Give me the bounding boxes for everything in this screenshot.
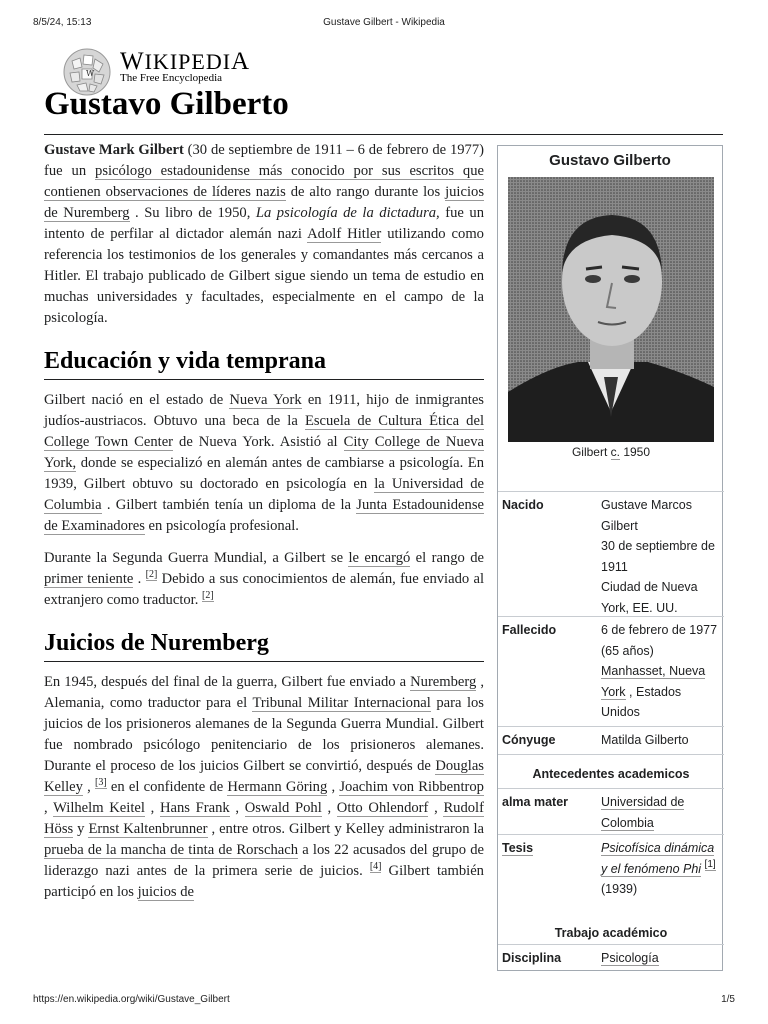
text-run: y bbox=[73, 821, 89, 837]
caption-text: 1950 bbox=[620, 445, 651, 459]
print-title: Gustave Gilbert - Wikipedia bbox=[323, 17, 445, 28]
text-run: de alto rango durante los bbox=[285, 184, 446, 200]
text-run: , bbox=[327, 779, 340, 795]
link-adolf-hitler[interactable]: Adolf Hitler bbox=[307, 226, 382, 242]
text-run: , entre otros. Gilbert y Kelley administraron la bbox=[207, 821, 484, 837]
label-died: Fallecido bbox=[502, 623, 557, 637]
infobox-row-thesis bbox=[498, 834, 724, 922]
link-oswald-pohl[interactable]: Oswald Pohl bbox=[244, 800, 322, 816]
infobox-row-discipline bbox=[498, 944, 724, 970]
label-alma-mater: alma mater bbox=[502, 795, 569, 809]
link-tribunal-militar[interactable]: Tribunal Militar Internacional bbox=[252, 695, 431, 711]
text-run: fue un intento de perfilar al dictador alemán nazi bbox=[44, 205, 484, 242]
link-rudolf-hoss[interactable]: Rudolf Höss bbox=[44, 800, 484, 837]
book-title: La psicología de la dictadura, bbox=[255, 205, 440, 221]
print-url: https://en.wikipedia.org/wiki/Gustave_Gilbert bbox=[33, 994, 230, 1005]
infobox-row-alma-mater bbox=[498, 788, 724, 834]
link-hermann-goring[interactable]: Hermann Göring bbox=[227, 779, 328, 795]
page-number: 1/5 bbox=[721, 994, 735, 1005]
text-run: el rango de bbox=[410, 550, 484, 566]
text-run: en el confidente de bbox=[106, 779, 228, 795]
text-run: donde se especializó en alemán antes de cambiarse a psicología. En 1939, Gilbert obtuvo su doctorado en psicología en bbox=[44, 455, 484, 492]
link-circa[interactable]: c. bbox=[610, 445, 620, 459]
link-universidad-colombia[interactable]: Universidad de Colombia bbox=[601, 795, 685, 830]
text-run: , bbox=[144, 800, 160, 816]
citation-2[interactable]: [2] bbox=[145, 569, 158, 581]
link-city-college[interactable]: City College de Nueva York, bbox=[44, 434, 484, 471]
text-run: (30 de septiembre de 1911 – 6 de febrero de 1977) fue un bbox=[44, 142, 484, 179]
label-spouse: Cónyuge bbox=[502, 733, 556, 747]
label-discipline: Disciplina bbox=[502, 951, 562, 965]
portrait-photo[interactable] bbox=[508, 177, 714, 442]
link-ernst-kaltenbrunner[interactable]: Ernst Kaltenbrunner bbox=[88, 821, 208, 837]
link-juicios-nuremberg[interactable]: juicios de Nuremberg bbox=[44, 184, 484, 221]
died-place: , Estados Unidos bbox=[601, 684, 682, 719]
born-name: Gustave Marcos Gilbert bbox=[601, 498, 693, 533]
citation-3[interactable]: [3] bbox=[94, 777, 107, 789]
intro-paragraph bbox=[44, 140, 484, 329]
link-douglas-kelley[interactable]: Douglas Kelley bbox=[44, 758, 484, 795]
label-born: Nacido bbox=[502, 498, 544, 512]
text-run: en psicología profesional. bbox=[144, 518, 299, 534]
thesis-year: (1939) bbox=[601, 882, 638, 896]
link-escuela-cultura-etica[interactable]: Escuela de Cultura Ética del College Town Center bbox=[44, 413, 485, 450]
died-date: 6 de febrero de 1977 (65 años) bbox=[601, 623, 718, 658]
born-place: Ciudad de Nueva York, EE. UU. bbox=[601, 580, 698, 615]
infobox-title: Gustavo Gilberto bbox=[549, 152, 671, 169]
section-academic-background: Antecedentes academicos bbox=[498, 754, 724, 785]
link-wilhelm-keitel[interactable]: Wilhelm Keitel bbox=[53, 800, 145, 816]
wikipedia-wordmark[interactable]: WIKIPEDIA bbox=[120, 48, 251, 75]
text-run: En 1945, después del final de la guerra, Gilbert fue enviado a bbox=[44, 674, 411, 690]
text-run: , bbox=[321, 800, 337, 816]
citation-2[interactable]: [2] bbox=[202, 590, 214, 602]
link-juicios-de[interactable]: juicios de bbox=[137, 884, 194, 900]
value-died bbox=[601, 620, 721, 723]
text-run: Durante la Segunda Guerra Mundial, a Gilbert se bbox=[44, 550, 349, 566]
text-run: a los 22 acusados del grupo de liderazgo nazi antes de la primera serie de juicios. bbox=[44, 842, 484, 879]
link-primer-teniente[interactable]: primer teniente bbox=[44, 571, 134, 587]
text-run: Gilbert también participó en los bbox=[44, 863, 484, 900]
wikipedia-tagline: The Free Encyclopedia bbox=[120, 72, 223, 84]
juicios-paragraph-1 bbox=[44, 672, 484, 903]
print-date: 8/5/24, 15:13 bbox=[33, 17, 92, 28]
text-run: , Alemania, como traductor para el bbox=[44, 674, 484, 711]
text-run: , bbox=[428, 800, 444, 816]
text-run: en 1911, hijo de inmigrantes judíos-austriacos. Obtuvo una beca de la bbox=[44, 392, 484, 429]
infobox-row-died bbox=[498, 616, 724, 726]
text-run: . Su libro de 1950, bbox=[129, 205, 256, 221]
citation-1[interactable]: [1] bbox=[704, 859, 716, 871]
link-tesis[interactable]: Tesis bbox=[502, 841, 534, 855]
value-spouse: Matilda Gilberto bbox=[601, 733, 689, 747]
educacion-paragraph-1 bbox=[44, 390, 484, 537]
text-run: , bbox=[44, 800, 54, 816]
link-le-encargo[interactable]: le encargó bbox=[348, 550, 411, 566]
caption-text: Gilbert bbox=[571, 445, 611, 459]
photo-caption bbox=[498, 442, 724, 463]
heading-educacion: Educación y vida temprana bbox=[44, 347, 484, 380]
value-discipline bbox=[601, 948, 721, 969]
infobox bbox=[497, 145, 723, 971]
text-run: , bbox=[82, 779, 95, 795]
page-title: Gustavo Gilberto bbox=[44, 86, 289, 122]
link-junta-examinadores[interactable]: Junta Estadounidense de Examinadores bbox=[44, 497, 484, 534]
infobox-row-spouse bbox=[498, 726, 724, 754]
text-run: . Gilbert también tenía un diploma de la bbox=[101, 497, 357, 513]
citation-4[interactable]: [4] bbox=[369, 861, 382, 873]
article-body bbox=[44, 140, 484, 914]
text-run: Gilbert nació en el estado de bbox=[44, 392, 230, 408]
label-thesis[interactable] bbox=[502, 838, 533, 859]
link-nuremberg[interactable]: Nuremberg bbox=[410, 674, 477, 690]
text-run: utilizando como referencia los testimonios de los generales y comandantes más cercanos a Hitler. El trabajo publicado de Gilbert sigue siendo un tema de estudio en muchas universidades y facultades, especialmente en el campo de la psicología. bbox=[44, 226, 484, 326]
link-manhasset[interactable]: Manhasset, Nueva York bbox=[601, 664, 706, 699]
educacion-paragraph-2 bbox=[44, 548, 484, 611]
text-run: Debido a sus conocimientos de alemán, fue enviado al extranjero como traductor. bbox=[44, 571, 485, 608]
link-hans-frank[interactable]: Hans Frank bbox=[159, 800, 230, 816]
value-alma-mater bbox=[601, 792, 721, 833]
infobox-row-born bbox=[498, 491, 724, 616]
section-academic-work: Trabajo académico bbox=[554, 926, 668, 940]
born-date: 30 de septiembre de 1911 bbox=[601, 539, 715, 574]
link-psicologo[interactable]: psicólogo estadounidense más conocido por sus escritos que contienen observaciones de líderes nazis bbox=[44, 163, 484, 200]
text-run: para los juicios de los prisioneros alemanes de la Segunda Guerra Mundial. Gilbert fue nombrado psicólogo penitenciario de los prisioneros alemanes. Durante el proceso de los juicios Gilbert se convirtió, después de bbox=[44, 695, 484, 774]
svg-text:W: W bbox=[86, 69, 95, 78]
text-run: de Nueva York. Asistió al bbox=[173, 434, 344, 450]
link-rorschach[interactable]: prueba de la mancha de tinta de Rorschach bbox=[44, 842, 299, 858]
link-otto-ohlendorf[interactable]: Otto Ohlendorf bbox=[336, 800, 429, 816]
text-run: . bbox=[133, 571, 146, 587]
subject-name: Gustave Mark Gilbert bbox=[44, 142, 184, 158]
text-run: , bbox=[229, 800, 245, 816]
link-universidad-columbia[interactable]: la Universidad de Columbia bbox=[44, 476, 484, 513]
value-born bbox=[601, 495, 721, 618]
link-thesis-title[interactable]: Psicofísica dinámica y el fenómeno Phi bbox=[601, 841, 715, 876]
link-nueva-york[interactable]: Nueva York bbox=[229, 392, 302, 408]
heading-juicios: Juicios de Nuremberg bbox=[44, 629, 484, 662]
link-ribbentrop[interactable]: Joachim von Ribbentrop bbox=[339, 779, 484, 795]
link-psicologia[interactable]: Psicología bbox=[601, 951, 659, 965]
title-divider bbox=[44, 134, 723, 135]
value-thesis bbox=[601, 838, 721, 900]
